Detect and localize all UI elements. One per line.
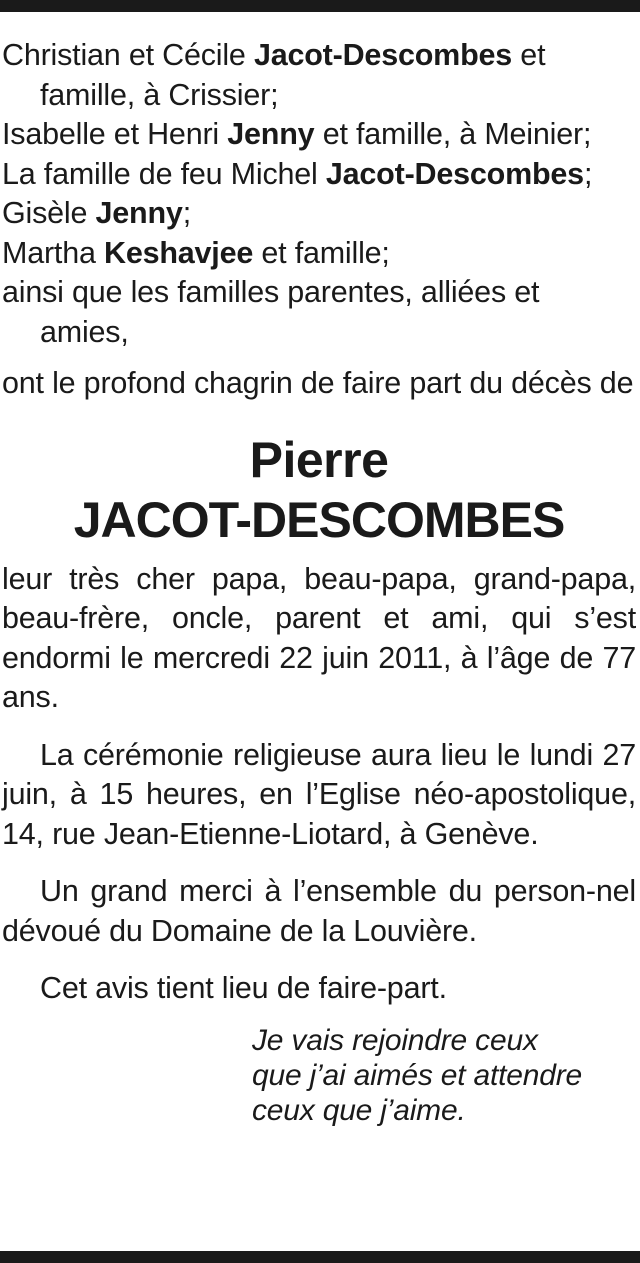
family-name-text: Isabelle et Henri (2, 117, 228, 151)
quote-line: que j’ai aimés et attendre (252, 1058, 583, 1092)
quote-line: Je vais rejoindre ceux (252, 1023, 538, 1057)
bottom-border-rule (0, 1251, 640, 1263)
family-surname: Jenny (227, 117, 315, 151)
family-location-text: et famille, à Meinier; (314, 117, 592, 151)
family-location-text: et famille; (253, 235, 390, 270)
family-location-text: ; (182, 196, 191, 230)
family-entry (2, 194, 636, 234)
family-entry (2, 115, 636, 155)
family-name-text: Martha (2, 235, 104, 270)
family-location-text: ; (583, 156, 593, 191)
family-surname: Jenny (95, 196, 183, 230)
top-border-rule (0, 0, 640, 12)
thanks-paragraph: Un grand merci à l’ensemble du person-nel dévoué du Domaine de la Louvière. (2, 874, 636, 948)
family-entry (2, 273, 636, 352)
obituary-notice (2, 36, 636, 1128)
family-entry (2, 155, 636, 195)
deceased-name (2, 430, 636, 550)
description-paragraph: leur très cher papa, beau-papa, grand-papa, beau-frère, oncle, parent et ami, qui s’est endormi le mercredi 22 juin 2011, à l’âge de 77 ans. (2, 561, 636, 714)
family-name-text: Christian et Cécile (2, 38, 254, 72)
family-surname: Jacot-Descombes (253, 38, 513, 72)
notice-paragraph: Cet avis tient lieu de faire-part. (40, 971, 447, 1005)
family-surname: Keshavjee (104, 235, 254, 270)
family-entry (2, 36, 636, 115)
quote-line: ceux que j’aime. (252, 1093, 466, 1127)
deceased-last-name: JACOT-DESCOMBES (73, 491, 565, 548)
family-name-text: Gisèle (2, 196, 96, 230)
family-list (2, 36, 636, 352)
announcement-text: ont le profond chagrin de faire part du décès de (2, 366, 634, 400)
family-surname: Jacot-Descombes (325, 156, 584, 191)
memorial-quote (252, 1023, 636, 1128)
family-entry (2, 234, 636, 274)
deceased-first-name: Pierre (249, 431, 389, 488)
family-name-text: ainsi que les familles parentes, alliées et amies, (2, 275, 540, 349)
family-location-text: et famille, à Crissier; (40, 38, 546, 112)
ceremony-paragraph: La cérémonie religieuse aura lieu le lundi 27 juin, à 15 heures, en l’Eglise néo-apostolique, 14, rue Jean-Etienne-Liotard, à Genève. (2, 737, 636, 851)
family-name-text: La famille de feu Michel (2, 156, 326, 191)
